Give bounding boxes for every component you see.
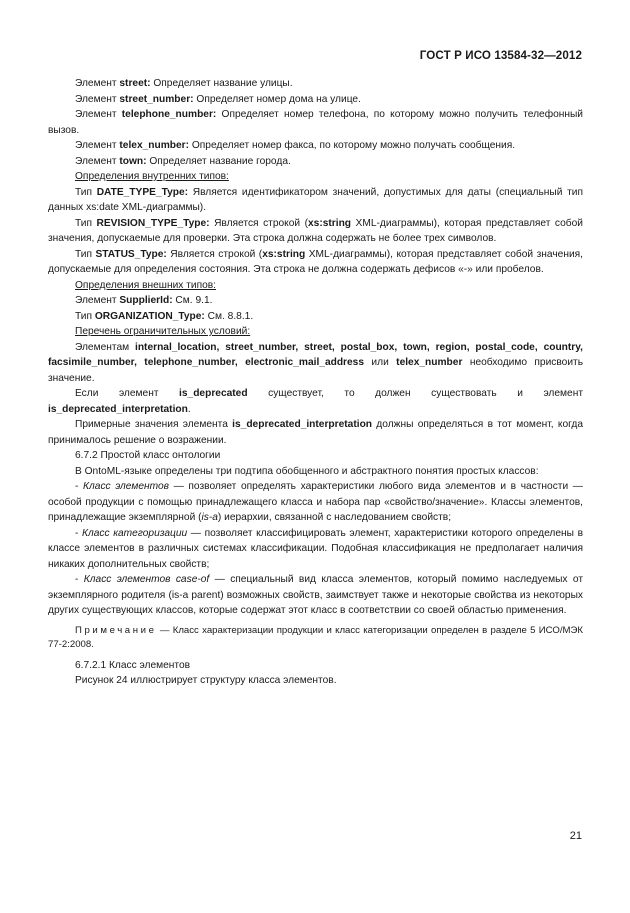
paragraph-organization-type: Тип ORGANIZATION_Type: См. 8.8.1. bbox=[75, 310, 254, 322]
page-body bbox=[48, 76, 583, 689]
note-label: Примечание bbox=[75, 624, 157, 636]
section-heading-6-7-2: 6.7.2 Простой класс онтологии bbox=[75, 450, 221, 461]
paragraph-required-elements: Элементам internal_location, street_number, street, postal_box, town, region, postal_code, country, facsimile_number, telephone_number, electronic_mail_address или telex_number необходимо присвоить значение. bbox=[48, 341, 583, 384]
paragraph-date-type: Тип DATE_TYPE_Type: Является идентификатором значений, допустимых для даты (специальный тип данных xs:date XML-диаграммы). bbox=[48, 186, 584, 213]
heading-external-types: Определения внешних типов: bbox=[75, 279, 216, 291]
list-item-categorization-class: - Класс категоризации — позволяет классифицировать элемент, характеристики которого определены в классе элементов в различных системах классификации. Подобная классификация не предполагает наличия никаких дополнительных свойств; bbox=[48, 527, 583, 570]
heading-internal-types: Определения внутренних типов: bbox=[75, 171, 229, 182]
paragraph-telex-number: Элемент telex_number: Определяет номер факса, по которому можно получать сообщения. bbox=[75, 140, 516, 151]
document-code-header: ГОСТ Р ИСО 13584-32—2012 bbox=[419, 49, 582, 62]
note-text: — Класс характеризации продукции и класс категоризации определен в разделе 5 ИСО/МЭК 77-2:2008. bbox=[48, 624, 583, 650]
paragraph-status-type: Тип STATUS_Type: Является строкой (xs:string XML-диаграммы), которая представляет собой значения, допускаемые для определения состояния. Эта строка не должна содержать дефисов «-» или пробелов. bbox=[48, 248, 583, 275]
paragraph-revision-type: Тип REVISION_TYPE_Type: Является строкой (xs:string XML-диаграммы), которая представляет собой значения, допускаемые для проверки. Эта строка должна содержать не более трех символов. bbox=[48, 217, 583, 244]
paragraph-street-number: Элемент street_number: Определяет номер дома на улице. bbox=[75, 93, 361, 105]
paragraph-deprecated-rule: Если элемент is_deprecated существует, то должен существовать и элемент is_deprecated_interpretation. bbox=[48, 388, 584, 415]
heading-constraints: Перечень ограничительных условий: bbox=[75, 326, 251, 337]
paragraph-street: Элемент street: Определяет название улицы. bbox=[75, 78, 293, 89]
paragraph-figure-24: Рисунок 24 иллюстрирует структуру класса элементов. bbox=[75, 675, 337, 686]
paragraph-telephone-number: Элемент telephone_number: Определяет номер телефона, по которому можно получить телефонный вызов. bbox=[48, 109, 584, 136]
list-item-item-class: - Класс элементов — позволяет определять характеристики любого вида элементов и в частности — особой продукции с помощью принадлежащего класса и набора пар «свойство/значение». Классы элементов, принадлежащие экземплярной (is-a) иерархии, связанной с наследованием свойств; bbox=[48, 481, 583, 523]
paragraph-example-values: Примерные значения элемента is_deprecated_interpretation должны определяться в тот момент, когда принималось решение о возражении. bbox=[48, 419, 583, 446]
page-number: 21 bbox=[569, 830, 582, 842]
note-paragraph bbox=[48, 624, 583, 652]
paragraph-town: Элемент town: Определяет название города. bbox=[75, 155, 291, 167]
paragraph-supplier-id: Элемент SupplierId: См. 9.1. bbox=[75, 295, 213, 306]
section-heading-6-7-2-1: 6.7.2.1 Класс элементов bbox=[75, 659, 191, 671]
list-item-case-of-class: - Класс элементов case-of — специальный вид класса элементов, который помимо наследуемых от экземплярного родителя (is-a parent) возможных свойств, заимствует также и некоторые свойства из некоторых других существующих классов, которые содержат этот класс в соответствии со своей областью применения. bbox=[48, 574, 583, 616]
paragraph-ontoml-subtypes: В OntoML-языке определены три подтипа обобщенного и абстрактного понятия простых классов: bbox=[75, 465, 539, 477]
